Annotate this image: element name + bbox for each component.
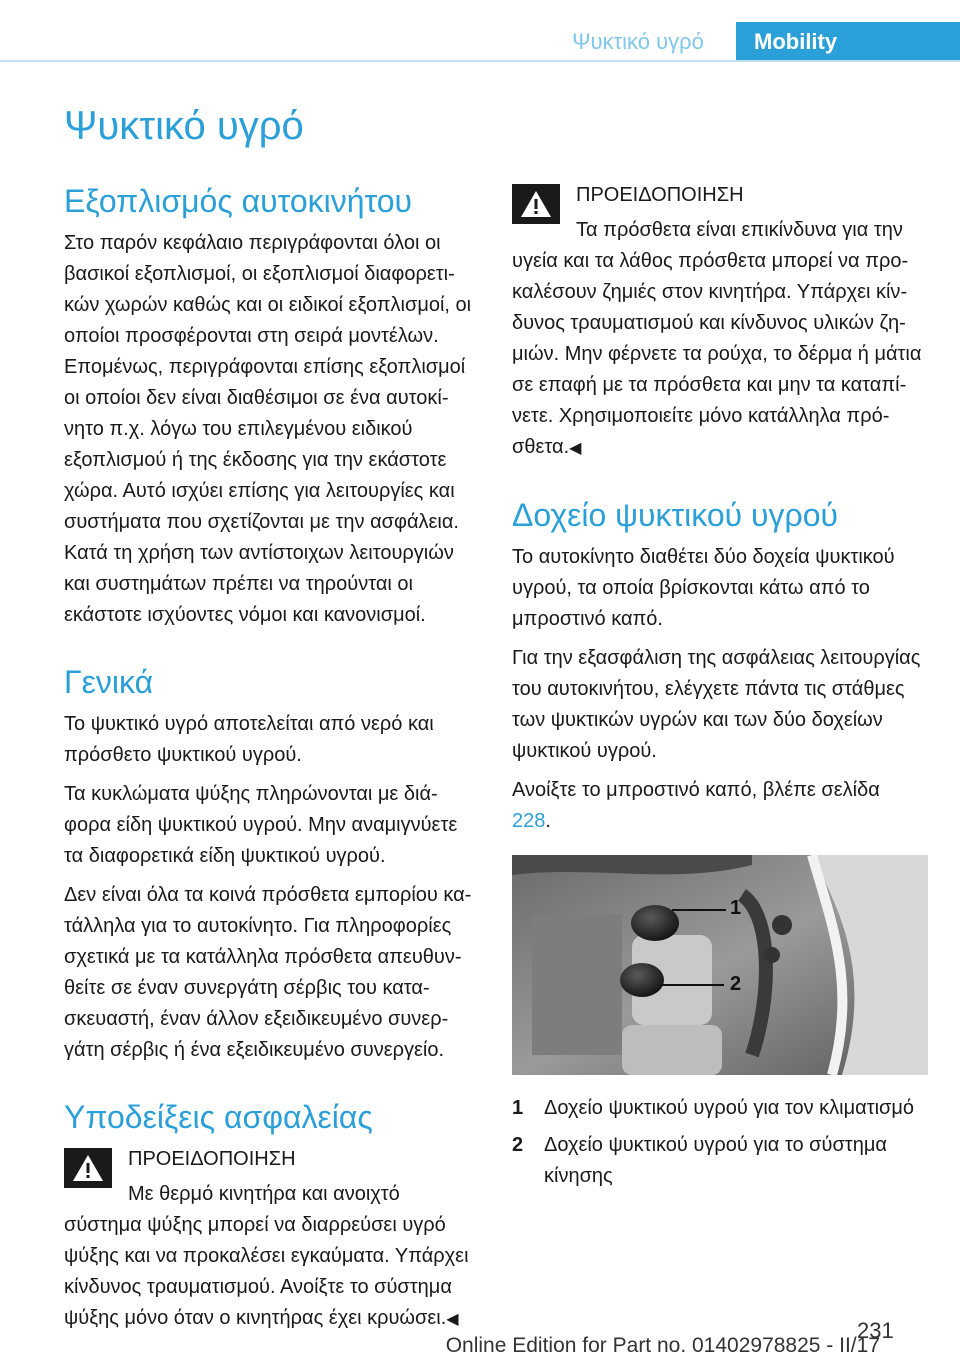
reservoir-paragraph-1: Το αυτοκίνητο διαθέτει δύο δοχεία ψυκτικού υγρού, τα οποία βρίσκονται κάτω από το μπροστινό καπό. bbox=[512, 546, 895, 630]
end-mark-icon: ◀ bbox=[569, 440, 582, 457]
legend-item bbox=[512, 1093, 924, 1124]
section-heading-safety: Υποδείξεις ασφαλείας bbox=[64, 1099, 373, 1135]
reservoir-paragraph-2: Για την εξασφάλιση της ασφάλειας λειτουργίας του αυτοκινήτου, ελέγχετε πάντα τις στάθμες των ψυκτικών υγρών και των δύο δοχείων ψυκτικού υγρού. bbox=[512, 647, 921, 762]
legend-item bbox=[512, 1130, 924, 1192]
general-paragraph-3: Δεν είναι όλα τα κοινά πρόσθετα εμπορίου κατάλληλα για το αυτοκίνητο. Για πληροφορίες σχετικά με τα κατάλληλα πρόσθετα απευθυνθείτε σε έναν συνεργάτη σέρβις του κατασκευαστή, έναν άλλον εξειδικευμένο συνεργάτη σέρβις ή ένα εξειδικευμένο συνεργείο. bbox=[64, 884, 472, 1061]
photo-callout-2: 2 bbox=[730, 973, 742, 995]
warning-triangle-icon bbox=[512, 184, 560, 224]
footer-edition-text: Online Edition for Part no. 01402978825 - II/17 bbox=[445, 1334, 880, 1357]
reservoir-paragraph-3 bbox=[512, 775, 924, 837]
warning-text-body: Τα πρόσθετα είναι επικίνδυνα για την υγεία και τα λάθος πρόσθετα μπορεί να προκαλέσουν ζημιές στον κινητήρα. Υπάρχει κίνδυνος τραυματισμού και κίνδυνος υλικών ζημιών. Μην φέρνετε τα ρούχα, το δέρμα ή μάτια σε επαφή με τα πρόσθετα και μην τα καταπίνετε. Χρησιμοποιείτε μόνο κατάλληλα πρόσθετα. bbox=[512, 219, 922, 458]
left-column bbox=[64, 180, 476, 1343]
end-mark-icon: ◀ bbox=[446, 1311, 459, 1328]
section-heading-general: Γενικά bbox=[64, 664, 154, 700]
engine-bay-photo bbox=[512, 855, 928, 1075]
legend-number: 1 bbox=[512, 1097, 524, 1119]
equipment-paragraph: Στο παρόν κεφάλαιο περιγράφονται όλοι οι βασικοί εξοπλισμοί, οι εξοπλισμοί διαφορετικών χωρών καθώς και οι ειδικοί εξοπλισμοί, οι οποίοι προσφέρονται στη σειρά μοντέλων. Επομένως, περιγράφονται επίσης εξοπλισμοί οι οποίοι δεν είναι διαθέσιμοι σε ένα αυτοκίνητο π.χ. λόγω του επιλεγμένου ειδικού εξοπλισμού ή της έκδοσης για την εκάστοτε χώρα. Αυτό ισχύει επίσης για λειτουργίες και συστήματα που σχετίζονται με την ασφάλεια. Κατά τη χρήση των αντίστοιχων λειτουργιών και συστημάτων πρέπει να τηρούνται οι εκάστοτε ισχύοντες νόμοι και κανονισμοί. bbox=[64, 232, 472, 626]
header-chapter-tab[interactable]: Mobility bbox=[736, 22, 960, 62]
page-title: Ψυκτικό υγρό bbox=[64, 104, 304, 148]
warning-text bbox=[64, 1179, 476, 1335]
legend-text: Δοχείο ψυκτικού υγρού για το σύστημα κίνησης bbox=[544, 1134, 887, 1187]
warning-text-body: Με θερμό κινητήρα και ανοιχτό σύστημα ψύξης μπορεί να διαρρεύσει υγρό ψύξης και να προκαλέσει εγκαύματα. Υπάρχει κίνδυνος τραυματισμού. Ανοίξτε το σύστημα ψύξης μόνο όταν ο κινητήρας έχει κρυώσει. bbox=[64, 1183, 469, 1329]
page-reference-link[interactable]: 228 bbox=[512, 810, 546, 832]
photo-legend bbox=[512, 1093, 924, 1192]
section-heading-coolant-reservoir: Δοχείο ψυκτικού υγρού bbox=[512, 497, 839, 533]
warning-block-hot-engine bbox=[64, 1144, 476, 1335]
reservoir-paragraph-3-text: Ανοίξτε το μπροστινό καπό, βλέπε σελίδα bbox=[512, 779, 880, 801]
warning-text bbox=[512, 215, 924, 464]
right-column bbox=[512, 180, 924, 1198]
warning-triangle-icon bbox=[64, 1148, 112, 1188]
warning-heading: ΠΡΟΕΙΔΟΠΟΙΗΣΗ bbox=[128, 1148, 296, 1170]
general-paragraph-1: Το ψυκτικό υγρό αποτελείται από νερό και πρόσθετο ψυκτικού υγρού. bbox=[64, 713, 434, 766]
warning-heading: ΠΡΟΕΙΔΟΠΟΙΗΣΗ bbox=[576, 184, 744, 206]
header-divider bbox=[0, 60, 960, 62]
section-heading-equipment: Εξοπλισμός αυτοκινήτου bbox=[64, 183, 413, 219]
header-section-title: Ψυκτικό υγρό bbox=[572, 29, 704, 54]
page-number: 231 bbox=[857, 1318, 894, 1343]
photo-callout-1: 1 bbox=[730, 897, 742, 919]
general-paragraph-2: Τα κυκλώματα ψύξης πληρώνονται με διάφορα είδη ψυκτικού υγρού. Μην αναμιγνύετε τα διαφορετικά είδη ψυκτικού υγρού. bbox=[64, 783, 458, 867]
warning-block-additives bbox=[512, 180, 924, 464]
reservoir-paragraph-3-end: . bbox=[545, 810, 551, 832]
legend-text: Δοχείο ψυκτικού υγρού για τον κλιματισμό bbox=[544, 1097, 915, 1119]
legend-number: 2 bbox=[512, 1134, 524, 1156]
